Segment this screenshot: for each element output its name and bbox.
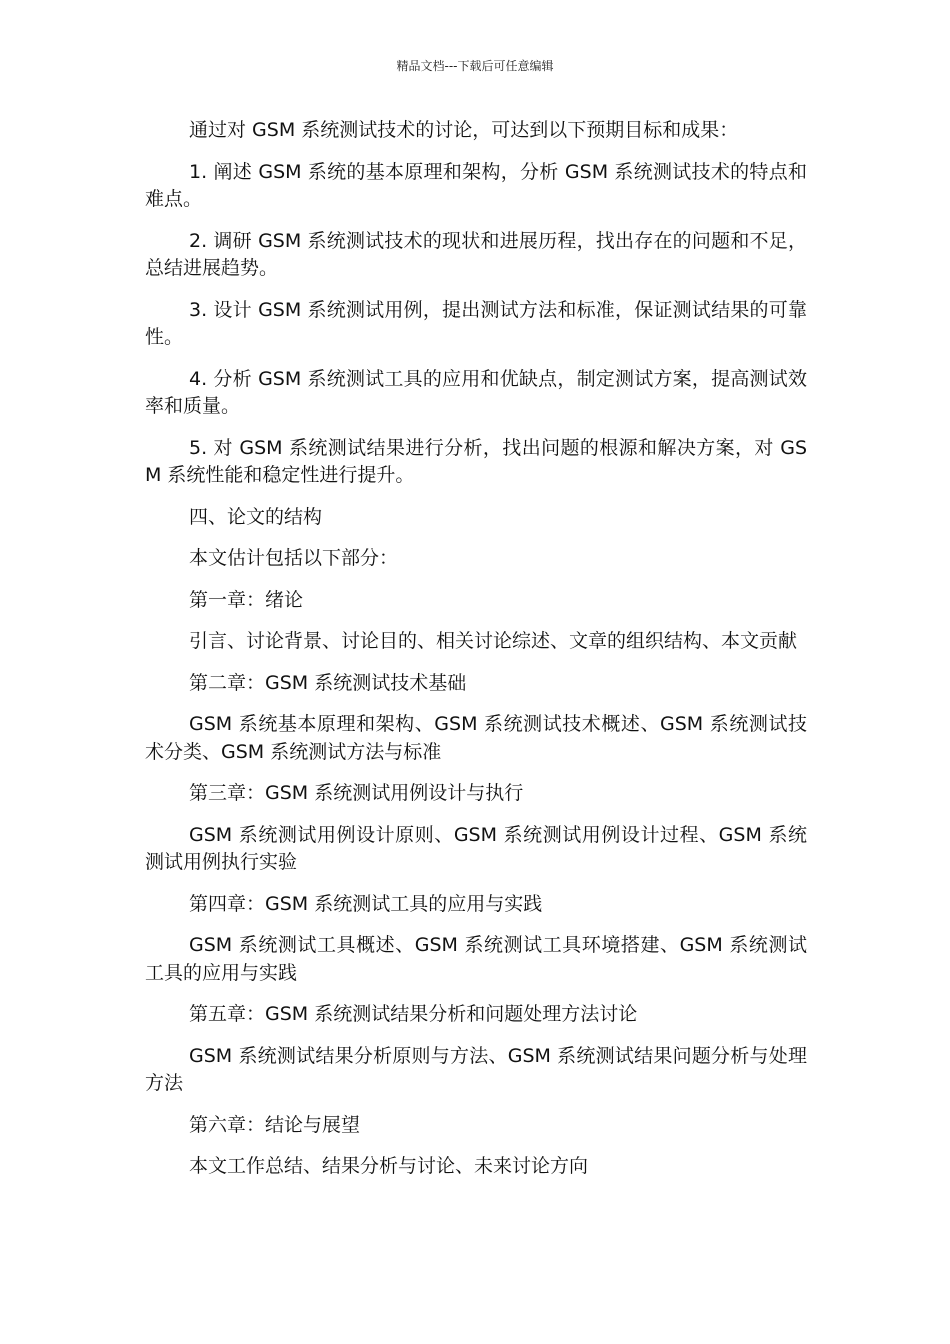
section-heading: 四、论文的结构 — [189, 505, 323, 528]
chapter-6-title: 第六章：结论与展望 — [189, 1113, 361, 1136]
intro-paragraph: 通过对 GSM 系统测试技术的讨论，可达到以下预期目标和成果： — [189, 119, 739, 141]
chapter-3-title: 第三章：GSM 系统测试用例设计与执行 — [189, 782, 524, 804]
chapter-1-title: 第一章：绪论 — [189, 588, 304, 611]
chapter-5-title: 第五章：GSM 系统测试结果分析和问题处理方法讨论 — [189, 1003, 638, 1025]
chapter-4-title: 第四章：GSM 系统测试工具的应用与实践 — [189, 892, 543, 915]
chapter-4-summary: GSM 系统测试工具概述、GSM 系统测试工具环境搭建、GSM 系统测试工具的应用与实践 — [145, 934, 807, 984]
chapter-3-summary: GSM 系统测试用例设计原则、GSM 系统测试用例设计过程、GSM 系统测试用例执行实验 — [145, 823, 807, 873]
goal-item-2: 2. 调研 GSM 系统测试技术的现状和进展历程，找出存在的问题和不足，总结进展趋势。 — [145, 229, 807, 279]
chapter-1-summary: 引言、讨论背景、讨论目的、相关讨论综述、文章的组织结构、本文贡献 — [189, 630, 798, 652]
goal-item-5: 5. 对 GSM 系统测试结果进行分析，找出问题的根源和解决方案，对 GSM 系统性能和稳定性进行提升。 — [145, 436, 807, 486]
page-header: 精品文档---下载后可任意编辑 — [396, 59, 554, 73]
chapter-6-summary: 本文工作总结、结果分析与讨论、未来讨论方向 — [189, 1155, 589, 1177]
chapter-2-title: 第二章：GSM 系统测试技术基础 — [189, 671, 467, 694]
structure-intro: 本文估计包括以下部分： — [189, 547, 399, 569]
goal-item-3: 3. 设计 GSM 系统测试用例，提出测试方法和标准，保证测试结果的可靠性。 — [145, 298, 807, 348]
chapter-2-summary: GSM 系统基本原理和架构、GSM 系统测试技术概述、GSM 系统测试技术分类、GSM 系统测试方法与标准 — [145, 713, 807, 763]
goal-item-1: 1. 阐述 GSM 系统的基本原理和架构，分析 GSM 系统测试技术的特点和难点。 — [145, 160, 807, 210]
document-body — [145, 117, 807, 1195]
goal-item-4: 4. 分析 GSM 系统测试工具的应用和优缺点，制定测试方案，提高测试效率和质量。 — [145, 367, 807, 417]
chapter-5-summary: GSM 系统测试结果分析原则与方法、GSM 系统测试结果问题分析与处理方法 — [145, 1044, 807, 1094]
